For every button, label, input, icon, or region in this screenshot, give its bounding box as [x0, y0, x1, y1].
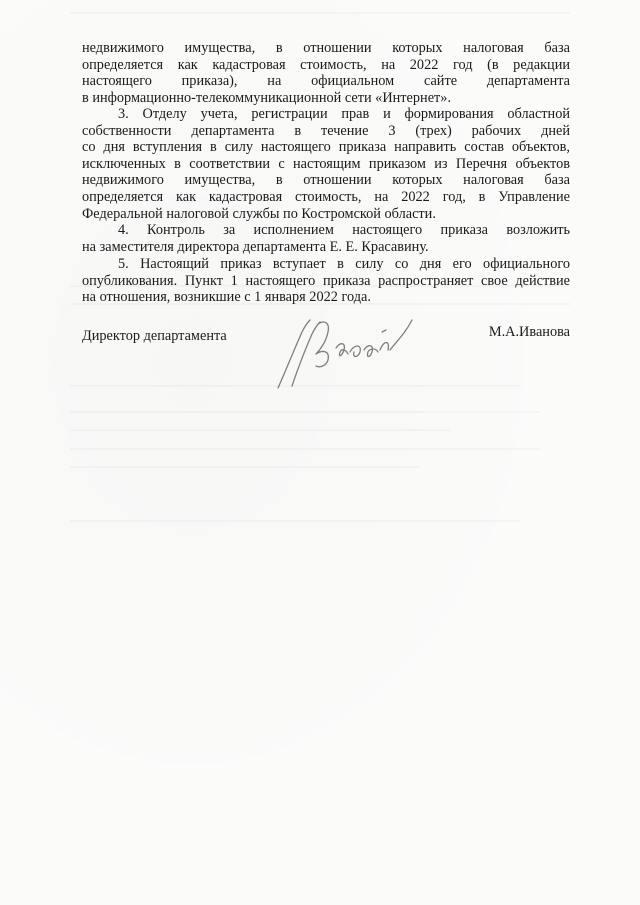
text-line: на заместителя директора департамента Е. Е. Красавину. [82, 238, 429, 255]
text-line: в информационно-телекоммуникационной сети «Интернет». [82, 89, 452, 106]
text-line: определяется как кадастровая стоимость, на 2022 год, в Управление [82, 188, 570, 205]
show-through-mark [70, 429, 450, 431]
signature-block [82, 324, 570, 394]
paragraph-4 [82, 222, 570, 255]
text-line: опубликования. Пункт 1 настоящего приказа распространяет свое действие [82, 272, 570, 289]
paragraph-5 [82, 256, 570, 306]
text-line: 4. Контроль за исполнением настоящего приказа возложить [118, 222, 570, 238]
text-line: 5. Настоящий приказ вступает в силу со дня его официального [118, 256, 570, 272]
signatory-title: Директор департамента [82, 328, 227, 344]
show-through-mark [70, 12, 570, 14]
text-line: недвижимого имущества, в отношении которых налоговая база [82, 172, 570, 189]
signatory-name: М.А.Иванова [488, 324, 570, 340]
show-through-mark [70, 448, 540, 450]
text-line: со дня вступления в силу настоящего приказа направить состав объектов, [82, 139, 570, 156]
text-line: настоящего приказа), на официальном сайте департамента [82, 73, 570, 90]
text-line: определяется как кадастровая стоимость, на 2022 год (в редакции [82, 56, 570, 73]
text-line: собственности департамента в течение 3 (трех) рабочих дней [82, 122, 570, 139]
text-line: на отношения, возникшие с 1 января 2022 года. [82, 289, 371, 306]
text-line: исключенных в соответствии с настоящим приказом из Перечня объектов [82, 155, 570, 172]
text-line: 3. Отделу учета, регистрации прав и формирования областной [118, 106, 570, 122]
paragraph-continuation [82, 40, 570, 106]
show-through-mark [70, 520, 520, 522]
text-line: Федеральной налоговой службы по Костромской области. [82, 205, 436, 222]
show-through-mark [70, 411, 540, 413]
show-through-mark [70, 466, 420, 468]
handwritten-signature [272, 310, 472, 390]
text-line: недвижимого имущества, в отношении которых налоговая база [82, 40, 570, 56]
paragraph-3 [82, 106, 570, 222]
